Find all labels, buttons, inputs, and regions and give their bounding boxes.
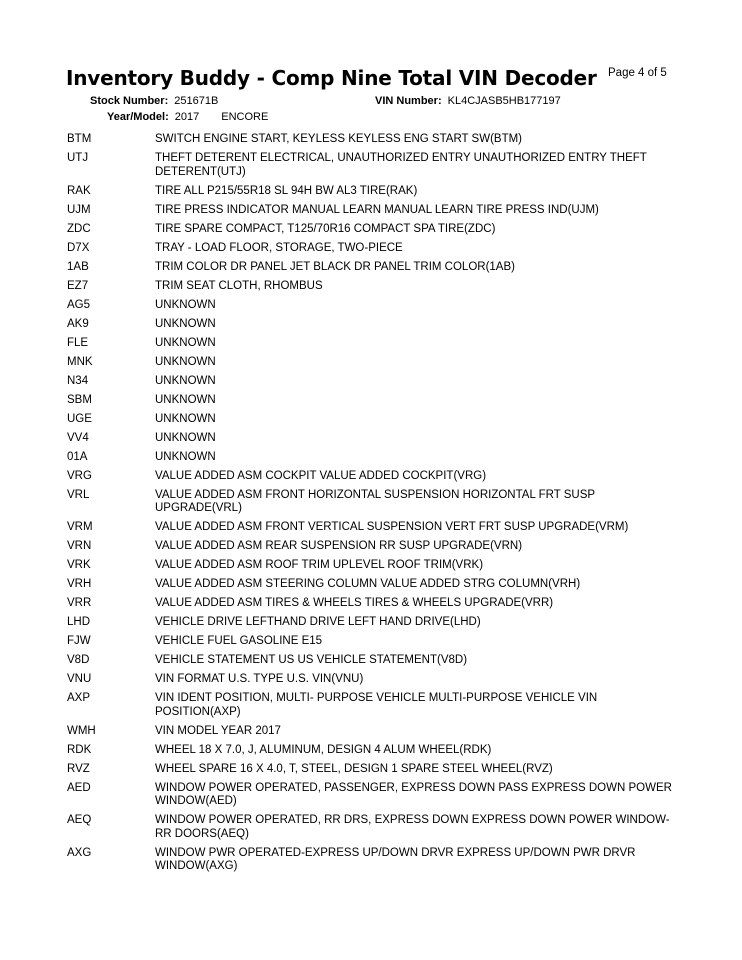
option-code: 01A — [67, 450, 88, 463]
option-description: WHEEL SPARE 16 X 4.0, T, STEEL, DESIGN 1 SPARE STEEL WHEEL(RVZ) — [155, 762, 553, 775]
option-row — [0, 725, 742, 744]
stock-number-value: 251671B — [174, 95, 219, 107]
option-code: VRL — [67, 488, 90, 501]
option-description: UNKNOWN — [155, 431, 216, 444]
option-row — [0, 559, 742, 578]
option-row — [0, 318, 742, 337]
option-row — [0, 152, 742, 185]
option-row — [0, 299, 742, 318]
option-description: THEFT DETERENT ELECTRICAL, UNAUTHORIZED ENTRY UNAUTHORIZED ENTRY THEFT DETERENT(UTJ) — [155, 152, 647, 178]
option-code: N34 — [67, 374, 89, 387]
page-number: Page 4 of 5 — [608, 67, 667, 79]
option-description: UNKNOWN — [155, 412, 216, 425]
option-row — [0, 692, 742, 725]
year-model-label: Year/Model: — [107, 111, 169, 123]
vin-number-value: KL4CJASB5HB177197 — [447, 95, 561, 107]
year-value: 2017 — [174, 111, 200, 123]
option-row — [0, 744, 742, 763]
option-code: VRR — [67, 597, 92, 609]
option-code: VV4 — [67, 431, 89, 444]
option-description: VEHICLE FUEL GASOLINE E15 — [155, 635, 323, 647]
option-description: WHEEL 18 X 7.0, J, ALUMINUM, DESIGN 4 ALUM WHEEL(RDK) — [155, 743, 492, 756]
option-code: VNU — [67, 673, 92, 685]
option-row — [0, 280, 742, 299]
option-description: VEHICLE DRIVE LEFTHAND DRIVE LEFT HAND DRIVE(LHD) — [155, 616, 481, 628]
option-description: VALUE ADDED ASM REAR SUSPENSION RR SUSP UPGRADE(VRN) — [155, 540, 523, 552]
option-row — [0, 673, 742, 692]
option-row — [0, 540, 742, 559]
option-row — [0, 356, 742, 375]
option-code: FLE — [67, 336, 89, 349]
option-row — [0, 782, 742, 815]
option-code: MNK — [67, 355, 93, 368]
model-value: ENCORE — [221, 111, 269, 123]
option-description: WINDOW POWER OPERATED, RR DRS, EXPRESS DOWN EXPRESS DOWN POWER WINDOW-RR DOORS(AEQ) — [155, 814, 670, 840]
year-model — [107, 111, 268, 123]
option-description: UNKNOWN — [155, 450, 216, 463]
option-row — [0, 763, 742, 782]
option-code: AXG — [67, 846, 92, 859]
vin-number — [375, 95, 561, 107]
option-description: TIRE PRESS INDICATOR MANUAL LEARN MANUAL LEARN TIRE PRESS IND(UJM) — [155, 203, 599, 216]
document-title: Inventory Buddy - Comp Nine Total VIN Decoder — [66, 66, 597, 90]
option-row — [0, 185, 742, 204]
option-description: WINDOW PWR OPERATED-EXPRESS UP/DOWN DRVR EXPRESS UP/DOWN PWR DRVR WINDOW(AXG) — [155, 846, 636, 872]
option-description: UNKNOWN — [155, 317, 216, 330]
option-description: VALUE ADDED ASM COCKPIT VALUE ADDED COCKPIT(VRG) — [155, 469, 487, 482]
option-row — [0, 413, 742, 432]
option-row — [0, 204, 742, 223]
option-code: VRK — [67, 559, 91, 571]
option-code: ZDC — [67, 222, 91, 235]
option-code: VRH — [67, 578, 92, 590]
option-description: TRIM SEAT CLOTH, RHOMBUS — [155, 279, 323, 292]
option-code: V8D — [67, 654, 90, 666]
option-code: FJW — [67, 635, 91, 647]
option-description: TIRE ALL P215/55R18 SL 94H BW AL3 TIRE(RAK) — [155, 184, 418, 197]
option-description: VALUE ADDED ASM FRONT HORIZONTAL SUSPENSION HORIZONTAL FRT SUSP UPGRADE(VRL) — [155, 488, 595, 514]
option-description: TIRE SPARE COMPACT, T125/70R16 COMPACT SPA TIRE(ZDC) — [155, 222, 496, 235]
option-code: AED — [67, 781, 91, 794]
option-code: D7X — [67, 241, 90, 254]
option-code: AXP — [67, 692, 91, 704]
option-row — [0, 847, 742, 880]
option-row — [0, 242, 742, 261]
option-row — [0, 394, 742, 413]
option-code: VRM — [67, 521, 93, 533]
stock-number — [90, 95, 218, 107]
option-description: TRIM COLOR DR PANEL JET BLACK DR PANEL TRIM COLOR(1AB) — [155, 260, 515, 273]
option-code: BTM — [67, 133, 92, 145]
option-description: VIN IDENT POSITION, MULTI- PURPOSE VEHICLE MULTI-PURPOSE VEHICLE VIN POSITION(AXP) — [155, 692, 598, 718]
option-row — [0, 470, 742, 489]
option-code: EZ7 — [67, 279, 89, 292]
option-row — [0, 814, 742, 847]
option-row — [0, 337, 742, 356]
option-row — [0, 261, 742, 280]
option-code: UJM — [67, 203, 91, 216]
option-code: AEQ — [67, 814, 92, 826]
option-description: TRAY - LOAD FLOOR, STORAGE, TWO-PIECE — [155, 241, 403, 254]
option-code: SBM — [67, 393, 92, 406]
option-code: AG5 — [67, 298, 91, 311]
option-code: AK9 — [67, 317, 89, 330]
option-row — [0, 451, 742, 470]
option-description: VALUE ADDED ASM STEERING COLUMN VALUE ADDED STRG COLUMN(VRH) — [155, 578, 581, 590]
option-code: UTJ — [67, 152, 89, 164]
option-code: 1AB — [67, 260, 89, 273]
option-description: UNKNOWN — [155, 374, 216, 387]
option-code: RDK — [67, 743, 92, 756]
option-row — [0, 223, 742, 242]
option-code: UGE — [67, 412, 92, 425]
option-row — [0, 597, 742, 616]
option-code-list — [0, 133, 742, 879]
option-code: VRN — [67, 540, 92, 552]
option-row — [0, 654, 742, 673]
option-description: VEHICLE STATEMENT US US VEHICLE STATEMENT(V8D) — [155, 654, 468, 666]
option-code: RVZ — [67, 762, 90, 775]
option-row — [0, 635, 742, 654]
option-description: SWITCH ENGINE START, KEYLESS KEYLESS ENG START SW(BTM) — [155, 133, 523, 145]
option-description: UNKNOWN — [155, 355, 216, 368]
option-code: LHD — [67, 616, 91, 628]
option-row — [0, 616, 742, 635]
option-description: VALUE ADDED ASM TIRES & WHEELS TIRES & WHEELS UPGRADE(VRR) — [155, 597, 554, 609]
option-description: VALUE ADDED ASM ROOF TRIM UPLEVEL ROOF TRIM(VRK) — [155, 559, 484, 571]
option-description: VIN MODEL YEAR 2017 — [155, 724, 281, 737]
option-description: UNKNOWN — [155, 298, 216, 311]
option-description: VIN FORMAT U.S. TYPE U.S. VIN(VNU) — [155, 673, 364, 685]
option-code: RAK — [67, 184, 91, 197]
option-row — [0, 578, 742, 597]
option-row — [0, 375, 742, 394]
option-row — [0, 489, 742, 522]
option-description: UNKNOWN — [155, 393, 216, 406]
option-row — [0, 521, 742, 540]
option-row — [0, 432, 742, 451]
vin-number-label: VIN Number: — [375, 95, 442, 107]
option-code: VRG — [67, 469, 92, 482]
option-description: WINDOW POWER OPERATED, PASSENGER, EXPRESS DOWN PASS EXPRESS DOWN POWER WINDOW(AED) — [155, 781, 672, 807]
option-description: VALUE ADDED ASM FRONT VERTICAL SUSPENSION VERT FRT SUSP UPGRADE(VRM) — [155, 521, 629, 533]
option-row — [0, 133, 742, 152]
option-description: UNKNOWN — [155, 336, 216, 349]
option-code: WMH — [67, 724, 96, 737]
stock-number-label: Stock Number: — [90, 95, 169, 107]
